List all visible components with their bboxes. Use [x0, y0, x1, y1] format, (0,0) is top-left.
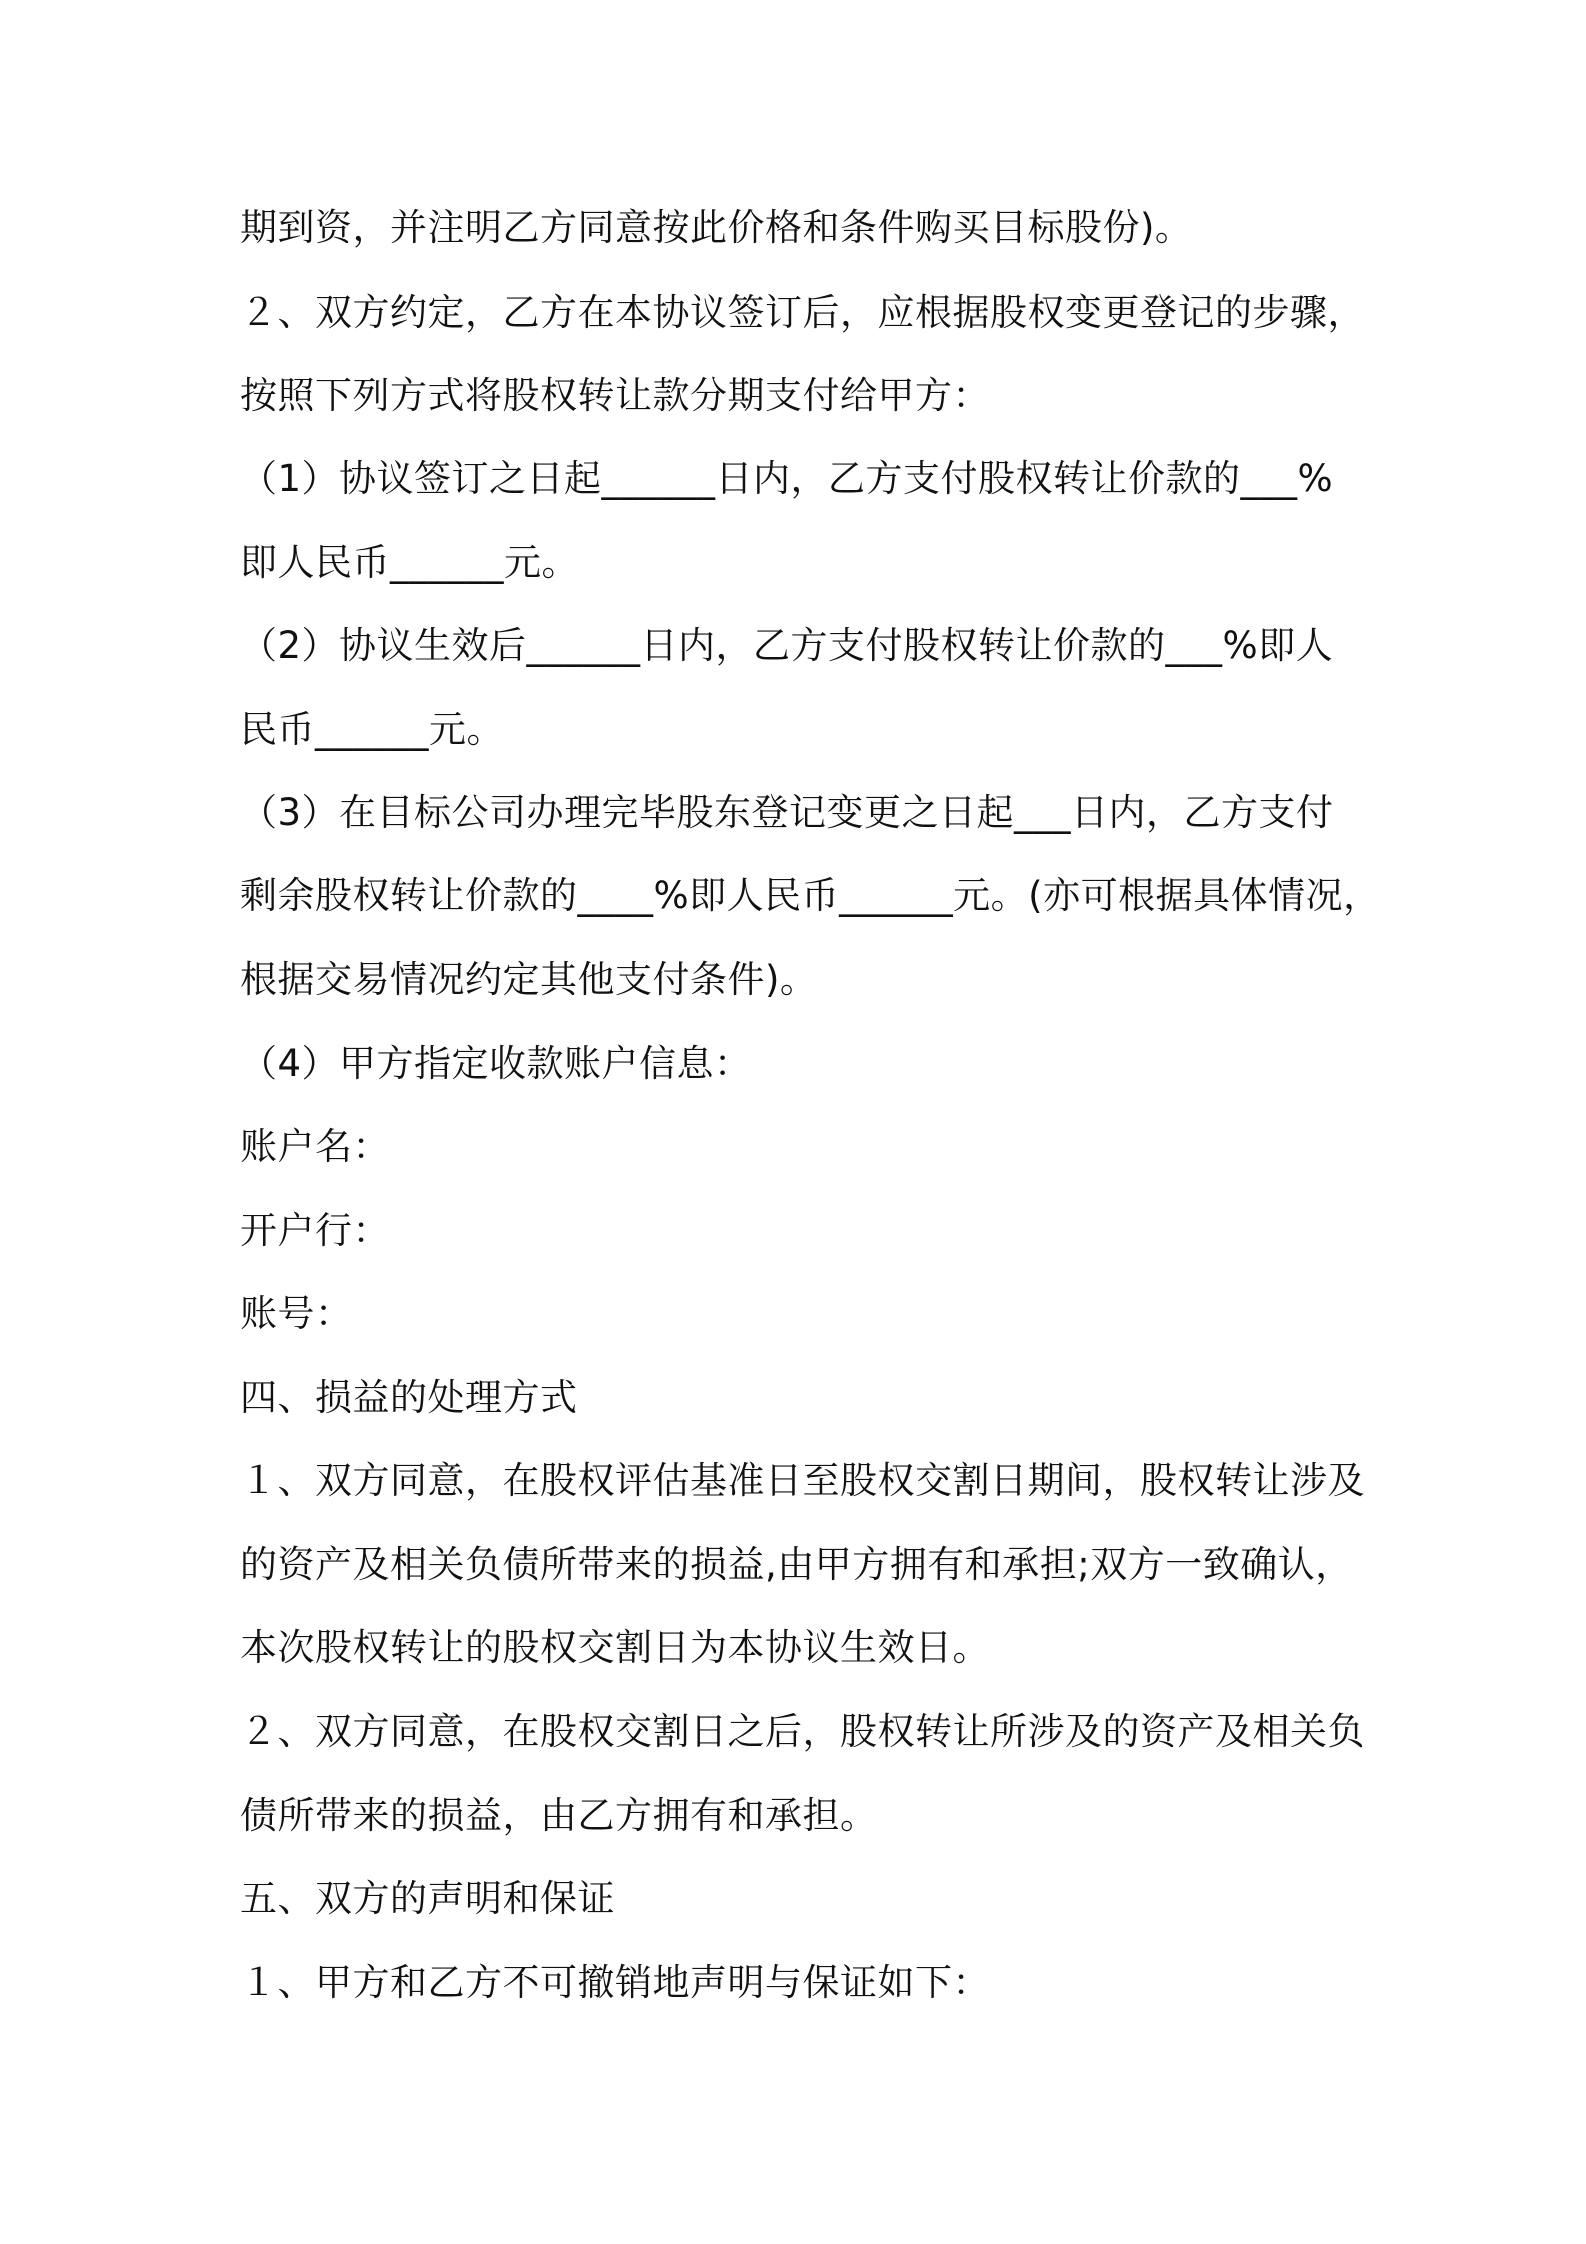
- text-line: 即人民币______元。: [240, 541, 579, 584]
- text-line: （2）协议生效后______日内，乙方支付股权转让价款的___%即人: [240, 624, 1334, 667]
- text-line: ２、双方约定，乙方在本协议签订后，应根据股权变更登记的步骤，: [240, 291, 1365, 334]
- section-heading: 四、损益的处理方式: [240, 1376, 578, 1419]
- text-line: 民币______元。: [240, 708, 504, 751]
- text-line: 期到资，并注明乙方同意按此价格和条件购买目标股份)。: [240, 206, 1193, 249]
- text-line: 债所带来的损益，由乙方拥有和承担。: [240, 1794, 878, 1837]
- account-name-label: 账户名：: [240, 1125, 390, 1168]
- text-line: １、双方同意，在股权评估基准日至股权交割日期间，股权转让涉及: [240, 1459, 1365, 1502]
- text-line: 按照下列方式将股权转让款分期支付给甲方：: [240, 374, 990, 417]
- text-line: 本次股权转让的股权交割日为本协议生效日。: [240, 1626, 990, 1669]
- account-number-label: 账号：: [240, 1292, 353, 1335]
- text-line: 的资产及相关负债所带来的损益,由甲方拥有和承担;双方一致确认，: [240, 1543, 1353, 1586]
- bank-label: 开户行：: [240, 1209, 390, 1252]
- text-line: ２、双方同意，在股权交割日之后，股权转让所涉及的资产及相关负: [240, 1710, 1365, 1753]
- text-line: （1）协议签订之日起______日内，乙方支付股权转让价款的___%: [240, 457, 1334, 500]
- text-line: （3）在目标公司办理完毕股东登记变更之日起___日内，乙方支付: [240, 791, 1334, 834]
- section-heading: 五、双方的声明和保证: [240, 1877, 615, 1920]
- text-line: １、甲方和乙方不可撤销地声明与保证如下：: [240, 1961, 990, 2004]
- text-line: （4）甲方指定收款账户信息：: [240, 1042, 752, 1085]
- text-line: 剩余股权转让价款的____%即人民币______元。(亦可根据具体情况，: [240, 874, 1381, 917]
- text-line: 根据交易情况约定其他支付条件)。: [240, 958, 818, 1001]
